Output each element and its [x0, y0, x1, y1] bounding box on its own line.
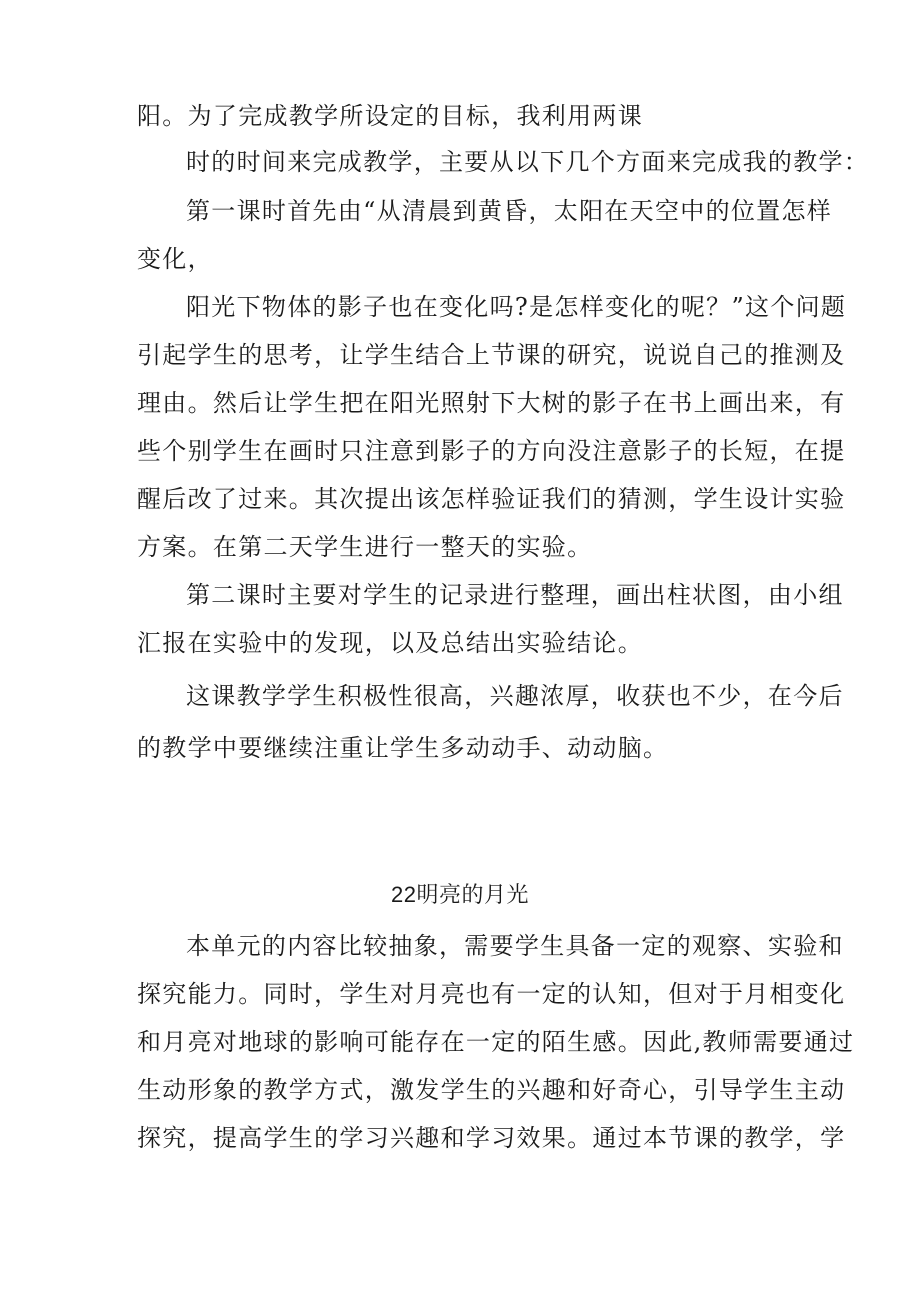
section-heading: 22明亮的月光 [391, 882, 529, 907]
paragraph-line: 阳光下物体的影子也在变化吗?是怎样变化的呢？”这个问题 [186, 293, 847, 321]
paragraph-line: 时的时间来完成教学，主要从以下几个方面来完成我的教学： [186, 148, 870, 176]
paragraph-line: 第一课时首先由“从清晨到黄昏，太阳在天空中的位置怎样 [186, 197, 833, 225]
paragraph-line: 这课教学学生积极性很高，兴趣浓厚，收获也不少，在今后 [186, 682, 844, 710]
paragraph-line: 的教学中要继续注重让学生多动动手、动动脑。 [137, 734, 669, 762]
paragraph-line: 方案。在第二天学生进行一整天的实验。 [137, 533, 593, 561]
paragraph-line: 汇报在实验中的发现，以及总结出实验结论。 [137, 629, 643, 657]
paragraph-line: 和月亮对地球的影响可能存在一定的陌生感。因此,教师需要通过 [137, 1028, 855, 1056]
paragraph-line: 生动形象的教学方式，激发学生的兴趣和好奇心，引导学生主动 [137, 1076, 846, 1104]
paragraph-line: 探究能力。同时，学生对月亮也有一定的认知，但对于月相变化 [137, 980, 846, 1008]
paragraph-line: 理由。然后让学生把在阳光照射下大树的影子在书上画出来，有 [137, 389, 846, 417]
paragraph-line: 阳。为了完成教学所设定的目标，我利用两课 [137, 102, 643, 130]
paragraph-line: 引起学生的思考，让学生结合上节课的研究，说说自己的推测及 [137, 341, 846, 369]
paragraph-line: 第二课时主要对学生的记录进行整理，画出柱状图，由小组 [186, 581, 844, 609]
paragraph-line: 变化， [137, 245, 213, 273]
paragraph-line: 本单元的内容比较抽象，需要学生具备一定的观察、实验和 [186, 932, 844, 960]
paragraph-line: 探究，提高学生的学习兴趣和学习效果。通过本节课的教学，学 [137, 1124, 846, 1152]
paragraph-line: 些个别学生在画时只注意到影子的方向没注意影子的长短，在提 [137, 437, 846, 465]
paragraph-line: 醒后改了过来。其次提出该怎样验证我们的猜测，学生设计实验 [137, 485, 846, 513]
